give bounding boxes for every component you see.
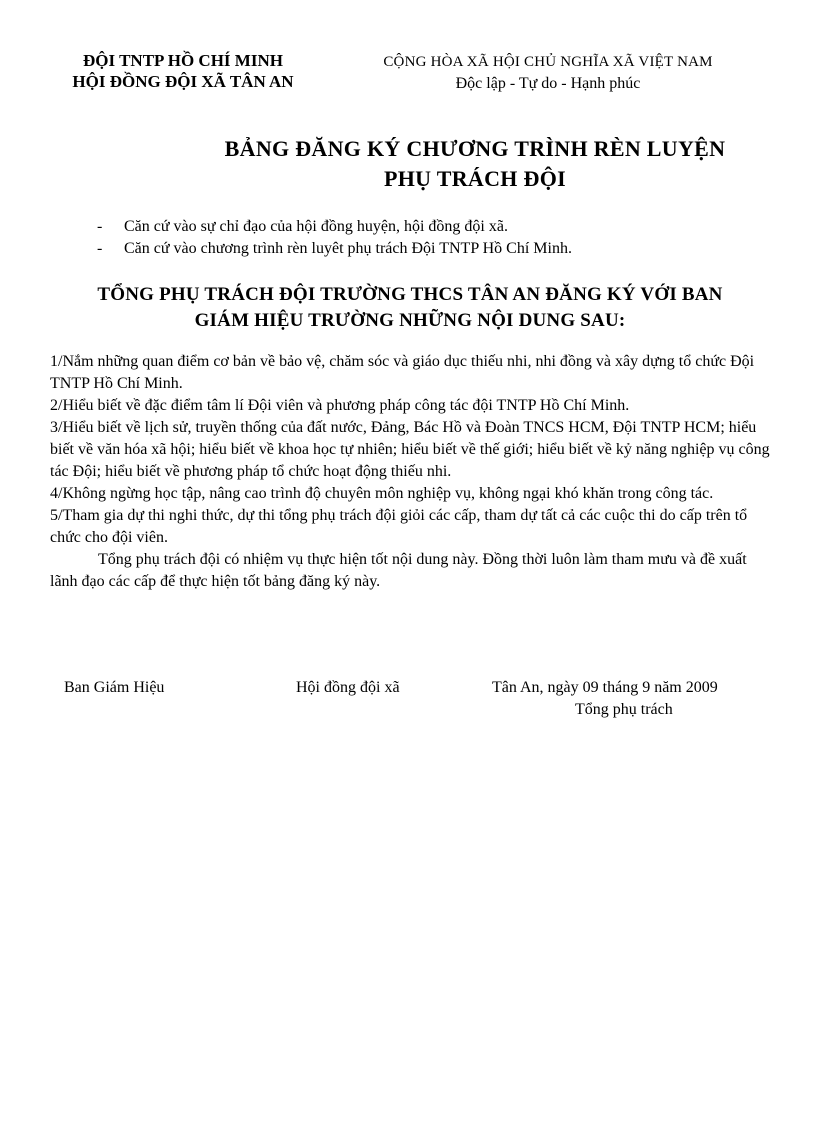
- organization-header: [38, 50, 328, 92]
- heading-line-2: GIÁM HIỆU TRƯỜNG NHỮNG NỘI DUNG SAU:: [194, 310, 626, 331]
- heading-line-1: TỔNG PHỤ TRÁCH ĐỘI TRƯỜNG THCS TÂN AN ĐĂNG KÝ VỚI BAN: [97, 284, 723, 305]
- document-title: [180, 134, 770, 194]
- section-heading: [30, 282, 790, 334]
- nation-name: CỘNG HÒA XÃ HỘI CHỦ NGHĨA XÃ VIỆT NAM: [383, 54, 713, 70]
- org-council: HỘI ĐỒNG ĐỘI XÃ TÂN AN: [72, 72, 294, 91]
- signature-role: Tổng phụ trách: [575, 701, 673, 718]
- national-motto: [348, 51, 748, 95]
- content-item: 4/Không ngừng học tập, nâng cao trình độ chuyên môn nghiệp vụ, không ngại khó khăn trong công tác.: [50, 485, 714, 502]
- nation-motto: Độc lập - Tự do - Hạnh phúc: [455, 75, 641, 92]
- basis-list: [97, 216, 777, 260]
- org-name: ĐỘI TNTP HỒ CHÍ MINH: [83, 51, 283, 70]
- content-item: 1/Nắm những quan điểm cơ bản về bảo vệ, chăm sóc và giáo dục thiếu nhi, nhi đồng và xây dựng tổ chức Đội TNTP Hồ Chí Minh.: [50, 353, 755, 392]
- signature-board: Ban Giám Hiệu: [64, 679, 165, 696]
- closing-paragraph: Tổng phụ trách đội có nhiệm vụ thực hiện tốt nội dung này. Đồng thời luôn làm tham mưu và đề xuất lãnh đạo các cấp để thực hiện tốt bảng đăng ký này.: [50, 551, 747, 590]
- basis-item: - Căn cứ vào sự chỉ đạo của hội đồng huyện, hội đồng đội xã.: [97, 218, 508, 235]
- content-item: 2/Hiểu biết về đặc điểm tâm lí Đội viên và phương pháp công tác đội TNTP Hồ Chí Minh.: [50, 397, 630, 414]
- title-line-2: PHỤ TRÁCH ĐỘI: [384, 166, 566, 191]
- signature-place-date: Tân An, ngày 09 tháng 9 năm 2009: [492, 679, 718, 696]
- basis-item: - Căn cứ vào chương trình rèn luyêt phụ trách Đội TNTP Hồ Chí Minh.: [97, 240, 572, 257]
- content-item: 5/Tham gia dự thi nghi thức, dự thi tổng phụ trách đội giỏi các cấp, tham dự tất cả các cuộc thi do cấp trên tổ chức cho đội viên.: [50, 507, 748, 546]
- title-line-1: BẢNG ĐĂNG KÝ CHƯƠNG TRÌNH RÈN LUYỆN: [224, 136, 726, 161]
- content-body: [50, 351, 770, 593]
- signature-council: Hội đồng đội xã: [296, 679, 400, 696]
- content-item: 3/Hiểu biết về lịch sử, truyền thống của đất nước, Đảng, Bác Hồ và Đoàn TNCS HCM, Đội TNTP HCM; hiểu biết về văn hóa xã hội; hiểu biết về khoa học tự nhiên; hiểu biết về thế giới; hiểu biết về kỷ năng nghiệp vụ công tác Đội; hiểu biết về phương pháp tổ chức hoạt động thiếu nhi.: [50, 419, 770, 480]
